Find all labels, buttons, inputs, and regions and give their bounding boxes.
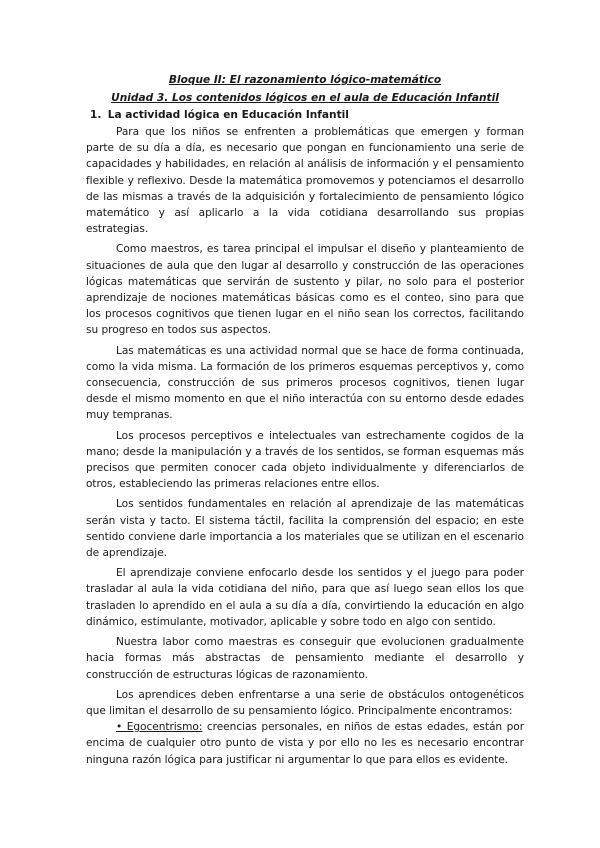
section-heading xyxy=(90,107,524,123)
bullet-term: • Egocentrismo: xyxy=(116,721,203,734)
paragraph-1: Para que los niños se enfrenten a problemáticas que emergen y forman parte de su día a día, es necesario que pongan en funcionamiento una serie de capacidades y habilidades, en relación al análisis de información y el pensamiento flexible y reflexivo. Desde la matemática promovemos y potenciamos el desarrollo de las mismas a través de la adquisición y fortalecimiento de pensamiento lógico matemático y así aplicarlo a la vida cotidiana desarrollando sus propias estrategias. xyxy=(86,126,524,236)
section-number: 1. xyxy=(90,109,102,121)
document-page xyxy=(86,72,524,768)
paragraph-3: Las matemáticas es una actividad normal que se hace de forma continuada, como la vida misma. La formación de los primeros esquemas perceptivos y, como consecuencia, construcción de sus primeros procesos cognitivos, tienen lugar desde el mismo momento en que el niño interactúa con su entorno desde edades muy tempranas. xyxy=(86,344,524,422)
paragraph-2: Como maestros, es tarea principal el impulsar el diseño y planteamiento de situaciones de aula que den lugar al desarrollo y construcción de las operaciones lógicas matemáticas que servirán de sustento y pilar, no solo para el posterior aprendizaje de nociones matemáticas básicas como es el conteo, sino para que los procesos cognitivos que tienen lugar en el niño sean los correctos, facilitando su progreso en todos sus aspectos. xyxy=(86,243,524,337)
paragraph-8: Los aprendices deben enfrentarse a una serie de obstáculos ontogenéticos que limitan el desarrollo de su pensamiento lógico. Principalmente encontramos: xyxy=(86,688,524,717)
paragraph-7: Nuestra labor como maestras es conseguir que evolucionen gradualmente hacia formas más abstractas de pensamiento mediante el desarrollo y construcción de estructuras lógicas de razonamiento. xyxy=(86,636,524,681)
paragraph-5: Los sentidos fundamentales en relación al aprendizaje de las matemáticas serán vista y tacto. El sistema táctil, facilita la comprensión del espacio; en este sentido conviene darle importancia a los materiales que se utilizan en el escenario de aprendizaje. xyxy=(86,498,524,560)
bullet-egocentrismo xyxy=(86,719,524,768)
section-title: La actividad lógica en Educación Infantil xyxy=(107,109,349,121)
bullet-text: creencias personales, en niños de estas edades, están por encima de cualquier otro punto de vista y por ello no les es necesario encontrar ninguna razón lógica para justificar ni argumentar lo que para ellos es evidente. xyxy=(86,721,524,766)
paragraph-4: Los procesos perceptivos e intelectuales van estrechamente cogidos de la mano; desde la manipulación y a través de los sentidos, se forman esquemas más precisos que permiten conocer cada objeto individualmente y diferenciarlos de otros, estableciendo las primeras relaciones entre ellos. xyxy=(86,429,524,491)
unidad-title: Unidad 3. Los contenidos lógicos en el aula de Educación Infantil xyxy=(111,92,499,104)
paragraph-6: El aprendizaje conviene enfocarlo desde los sentidos y el juego para poder trasladar al aula la vida cotidiana del niño, para que así luego sean ellos los que trasladen lo aprendido en el aula a su día a día, convirtiendo la educación en algo dinámico, estimulante, motivador, aplicable y sobre todo en algo con sentido. xyxy=(86,567,524,628)
bloque-title: Bloque II: El razonamiento lógico-matemático xyxy=(168,74,442,86)
